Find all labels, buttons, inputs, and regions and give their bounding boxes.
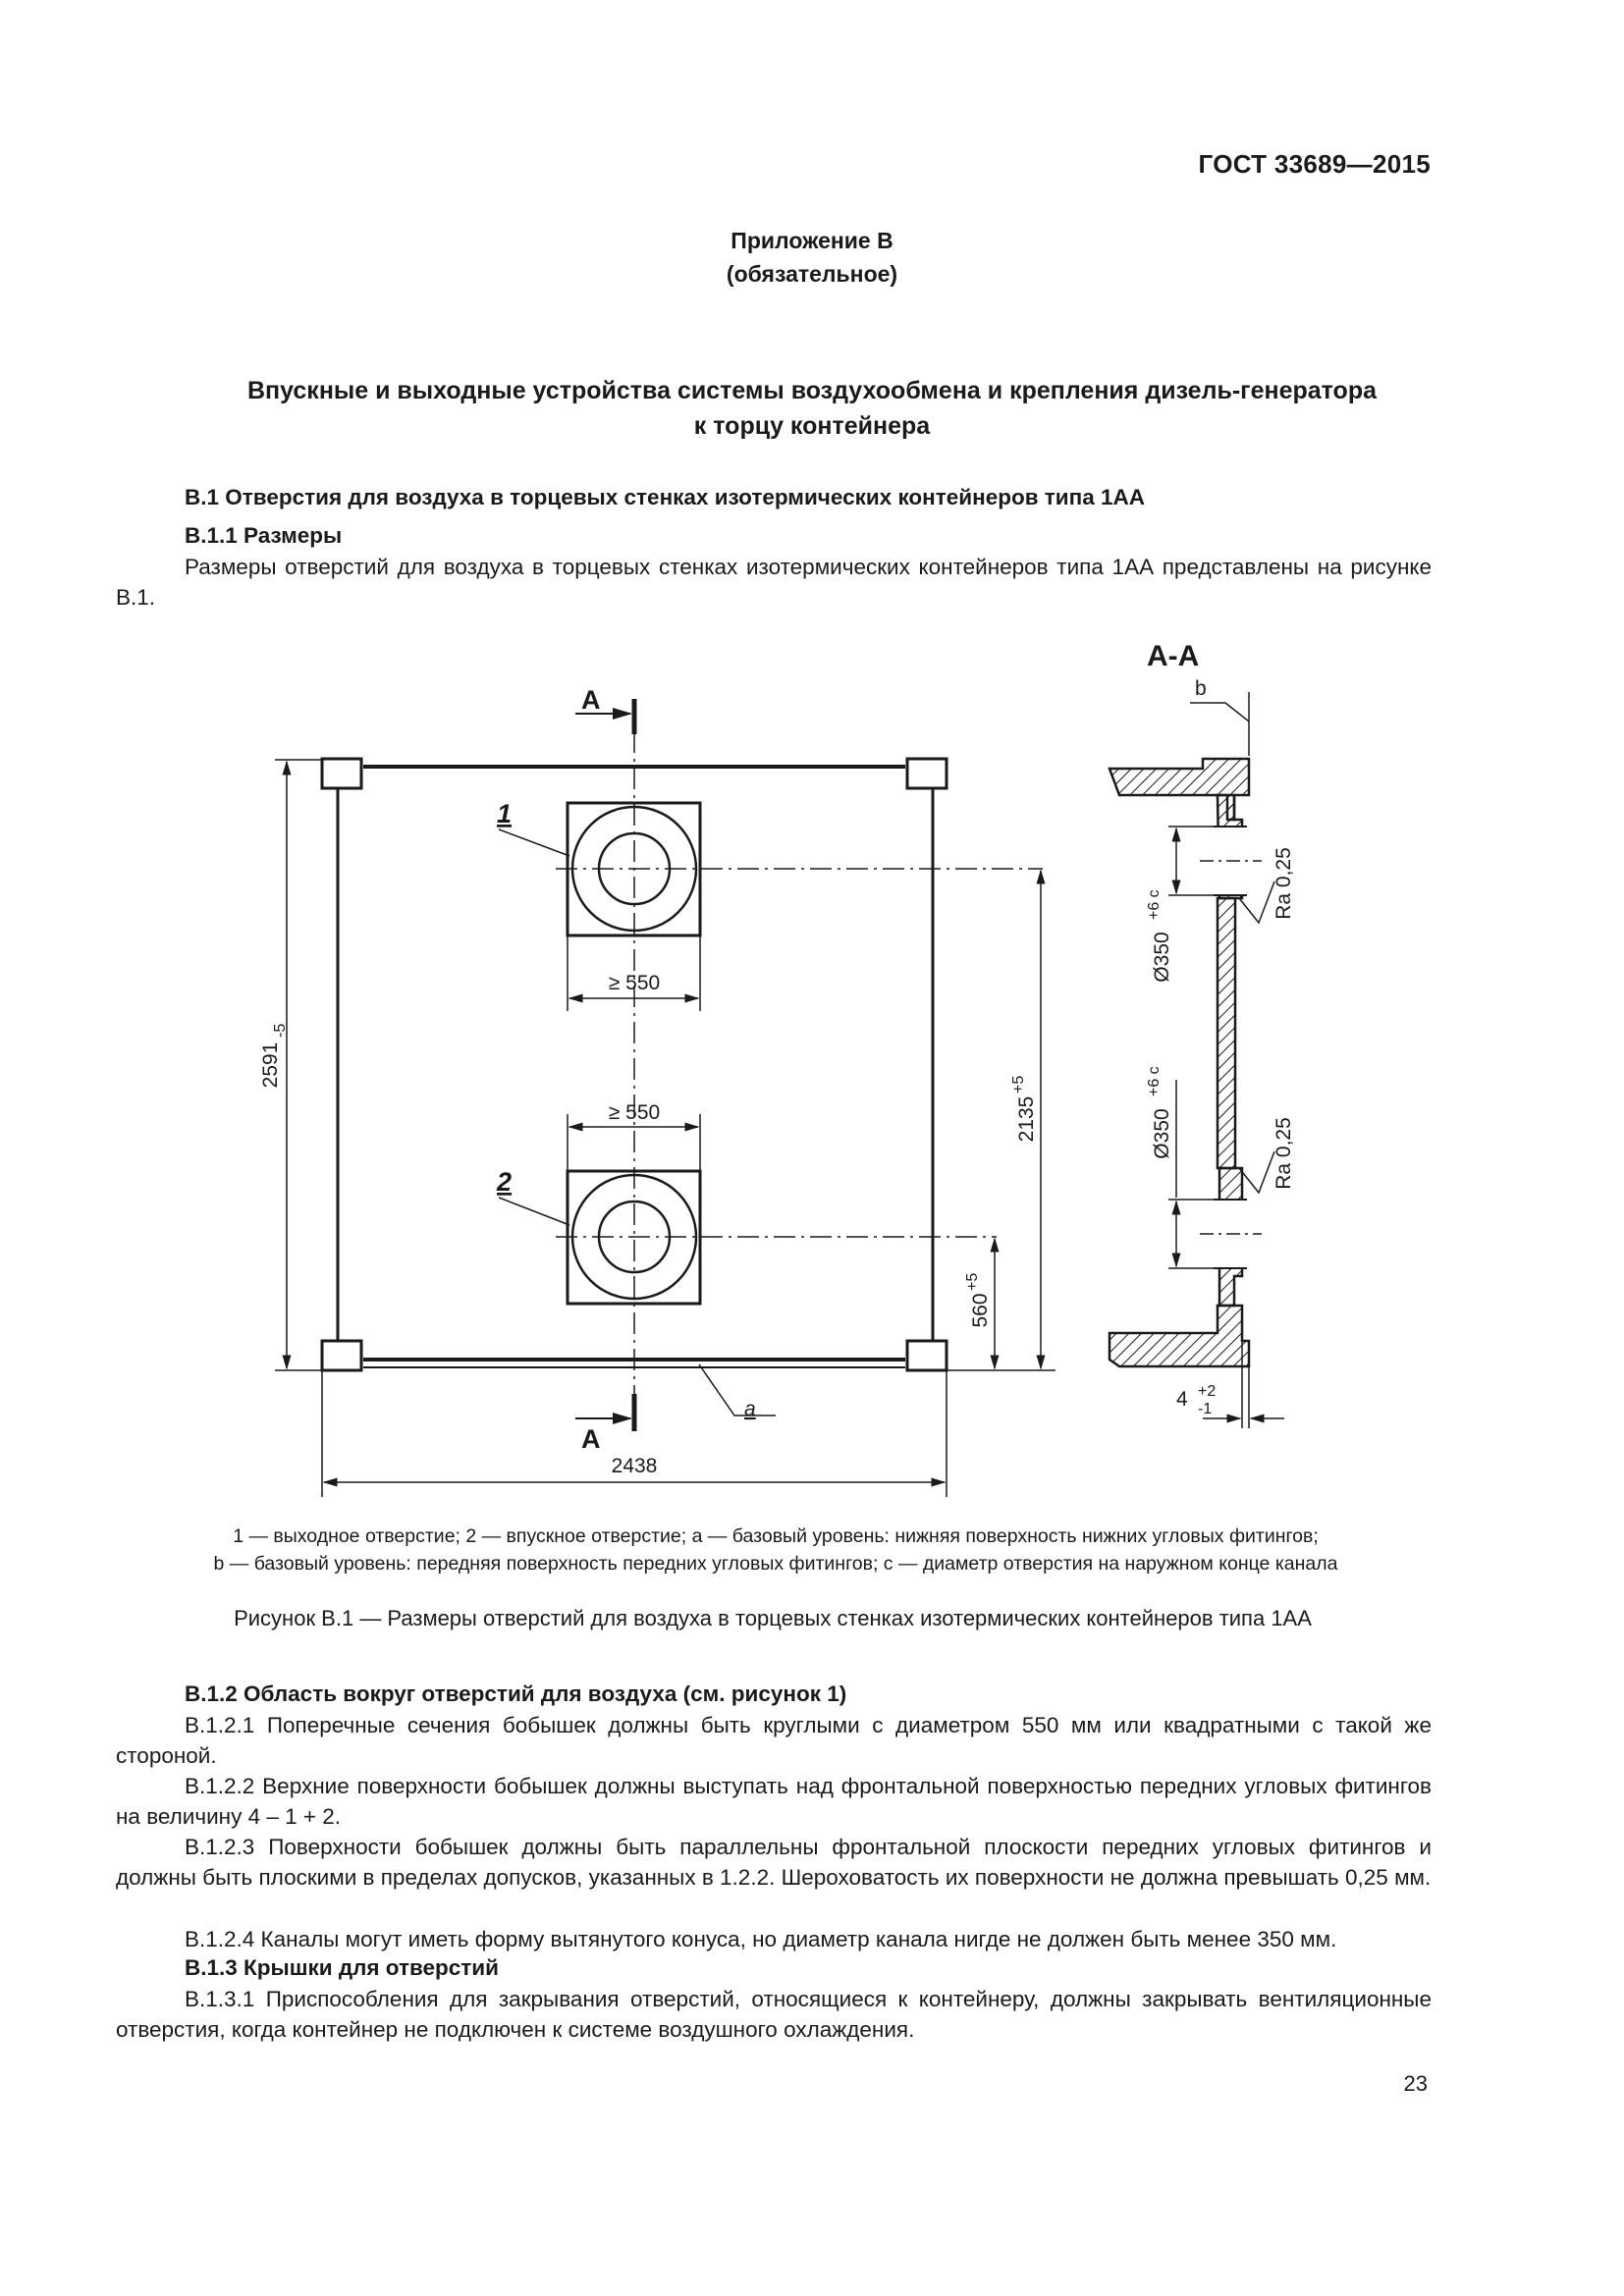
section-b123: В.1.2.3 Поверхности бобышек должны быть параллельны фронтальной плоскости передних угловых фитингов и должны быть плоскими в пределах допусков, указанных в 1.2.2. Шероховатость их поверхности не должна превышать 0,25 мм. [116, 1835, 1432, 1890]
figure-legend-line1: 1 — выходное отверстие; 2 — впускное отверстие; a — базовый уровень: нижняя поверхность нижних угловых фитингов; [233, 1525, 1319, 1547]
appendix-status: (обязательное) [726, 261, 898, 287]
dim-dia-lower: Ø350 [1151, 1108, 1173, 1159]
item-1-label: 1 [497, 799, 513, 828]
dim-dia-upper-tol: +6 c [1146, 889, 1163, 920]
dim-dia-upper: Ø350 [1151, 932, 1173, 983]
section-bottom-flange [1110, 1306, 1249, 1366]
section-b121: В.1.2.1 Поперечные сечения бобышек должны быть круглыми с диаметром 550 мм или квадратными с такой же стороной. [116, 1713, 1432, 1768]
front-view [275, 699, 1056, 1497]
dim-560-tol: +5 [964, 1272, 981, 1291]
cut-label-bottom: А [581, 1424, 601, 1454]
section-b11-text: Размеры отверстий для воздуха в торцевых стенках изотермических контейнеров типа 1АА представлены на рисунке В.1. [116, 555, 1432, 610]
section-b12-heading: В.1.2 Область вокруг отверстий для воздуха (см. рисунок 1) [185, 1682, 847, 1706]
section-b1-heading: В.1 Отверстия для воздуха в торцевых стенках изотермических контейнеров типа 1АА [185, 485, 1145, 509]
appendix-title: Приложение В [731, 228, 893, 253]
section-label: А-А [1147, 640, 1200, 672]
section-b13-heading: В.1.3 Крышки для отверстий [185, 1955, 499, 1980]
corner-fitting-bottom-left [322, 1341, 361, 1370]
dim-4: 4 [1176, 1388, 1188, 1411]
page-title-line1: Впускные и выходные устройства системы воздухообмена и крепления дизель-генератора [246, 377, 1378, 404]
label-a: a [744, 1398, 756, 1420]
corner-fitting-bottom-right [907, 1341, 947, 1370]
leader-a [699, 1364, 776, 1415]
ra-lower: Ra 0,25 [1272, 1117, 1295, 1190]
dim-4-tol-up: +2 [1198, 1383, 1217, 1400]
dim-550-top: ≥ 550 [608, 972, 661, 994]
label-b: b [1195, 677, 1207, 700]
item-2-label: 2 [497, 1167, 513, 1197]
dim-560: 560 [969, 1293, 992, 1328]
standard-header: ГОСТ 33689—2015 [1198, 149, 1431, 179]
dim-dia-lower-tol: +6 c [1146, 1066, 1163, 1096]
section-b124: В.1.2.4 Каналы могут иметь форму вытянутого конуса, но диаметр канала нигде не должен быть менее 350 мм. [185, 1927, 1337, 1951]
figure-legend-line2: b — базовый уровень: передняя поверхность передних угловых фитингов; c — диаметр отверстия на наружном конце канала [213, 1553, 1338, 1575]
page-number: 23 [1403, 2071, 1428, 2096]
leader-1 [499, 829, 569, 856]
dim-2135-tol: +5 [1010, 1075, 1027, 1094]
dim-4-tol-down: -1 [1198, 1401, 1213, 1417]
section-web [1218, 898, 1235, 1168]
leader-2 [499, 1198, 569, 1225]
dim-2135: 2135 [1015, 1095, 1038, 1143]
dim-2591-tol: -5 [272, 1023, 289, 1038]
corner-fitting-top-left [322, 759, 361, 788]
cut-label-top: А [581, 685, 601, 715]
section-b11-heading: В.1.1 Размеры [185, 523, 343, 548]
ra-lower-mark [1239, 1151, 1274, 1193]
figure-caption: Рисунок В.1 — Размеры отверстий для воздуха в торцевых стенках изотермических контейнеров типа 1АА [234, 1606, 1312, 1630]
ra-upper: Ra 0,25 [1272, 847, 1295, 920]
dim-2591: 2591 [259, 1041, 282, 1089]
leader-b [1190, 703, 1249, 721]
dim-550-bottom: ≥ 550 [608, 1101, 661, 1124]
section-b131: В.1.3.1 Приспособления для закрывания отверстий, относящиеся к контейнеру, должны закрывать вентиляционные отверстия, когда контейнер не подключен к системе воздушного охлаждения. [116, 1987, 1432, 2042]
section-b122: В.1.2.2 Верхние поверхности бобышек должны выступать над фронтальной поверхностью передних угловых фитингов на величину 4 – 1 + 2. [116, 1774, 1432, 1829]
corner-fitting-top-right [907, 759, 947, 788]
page-title-line2: к торцу контейнера [693, 412, 931, 440]
dim-2438: 2438 [611, 1455, 658, 1477]
